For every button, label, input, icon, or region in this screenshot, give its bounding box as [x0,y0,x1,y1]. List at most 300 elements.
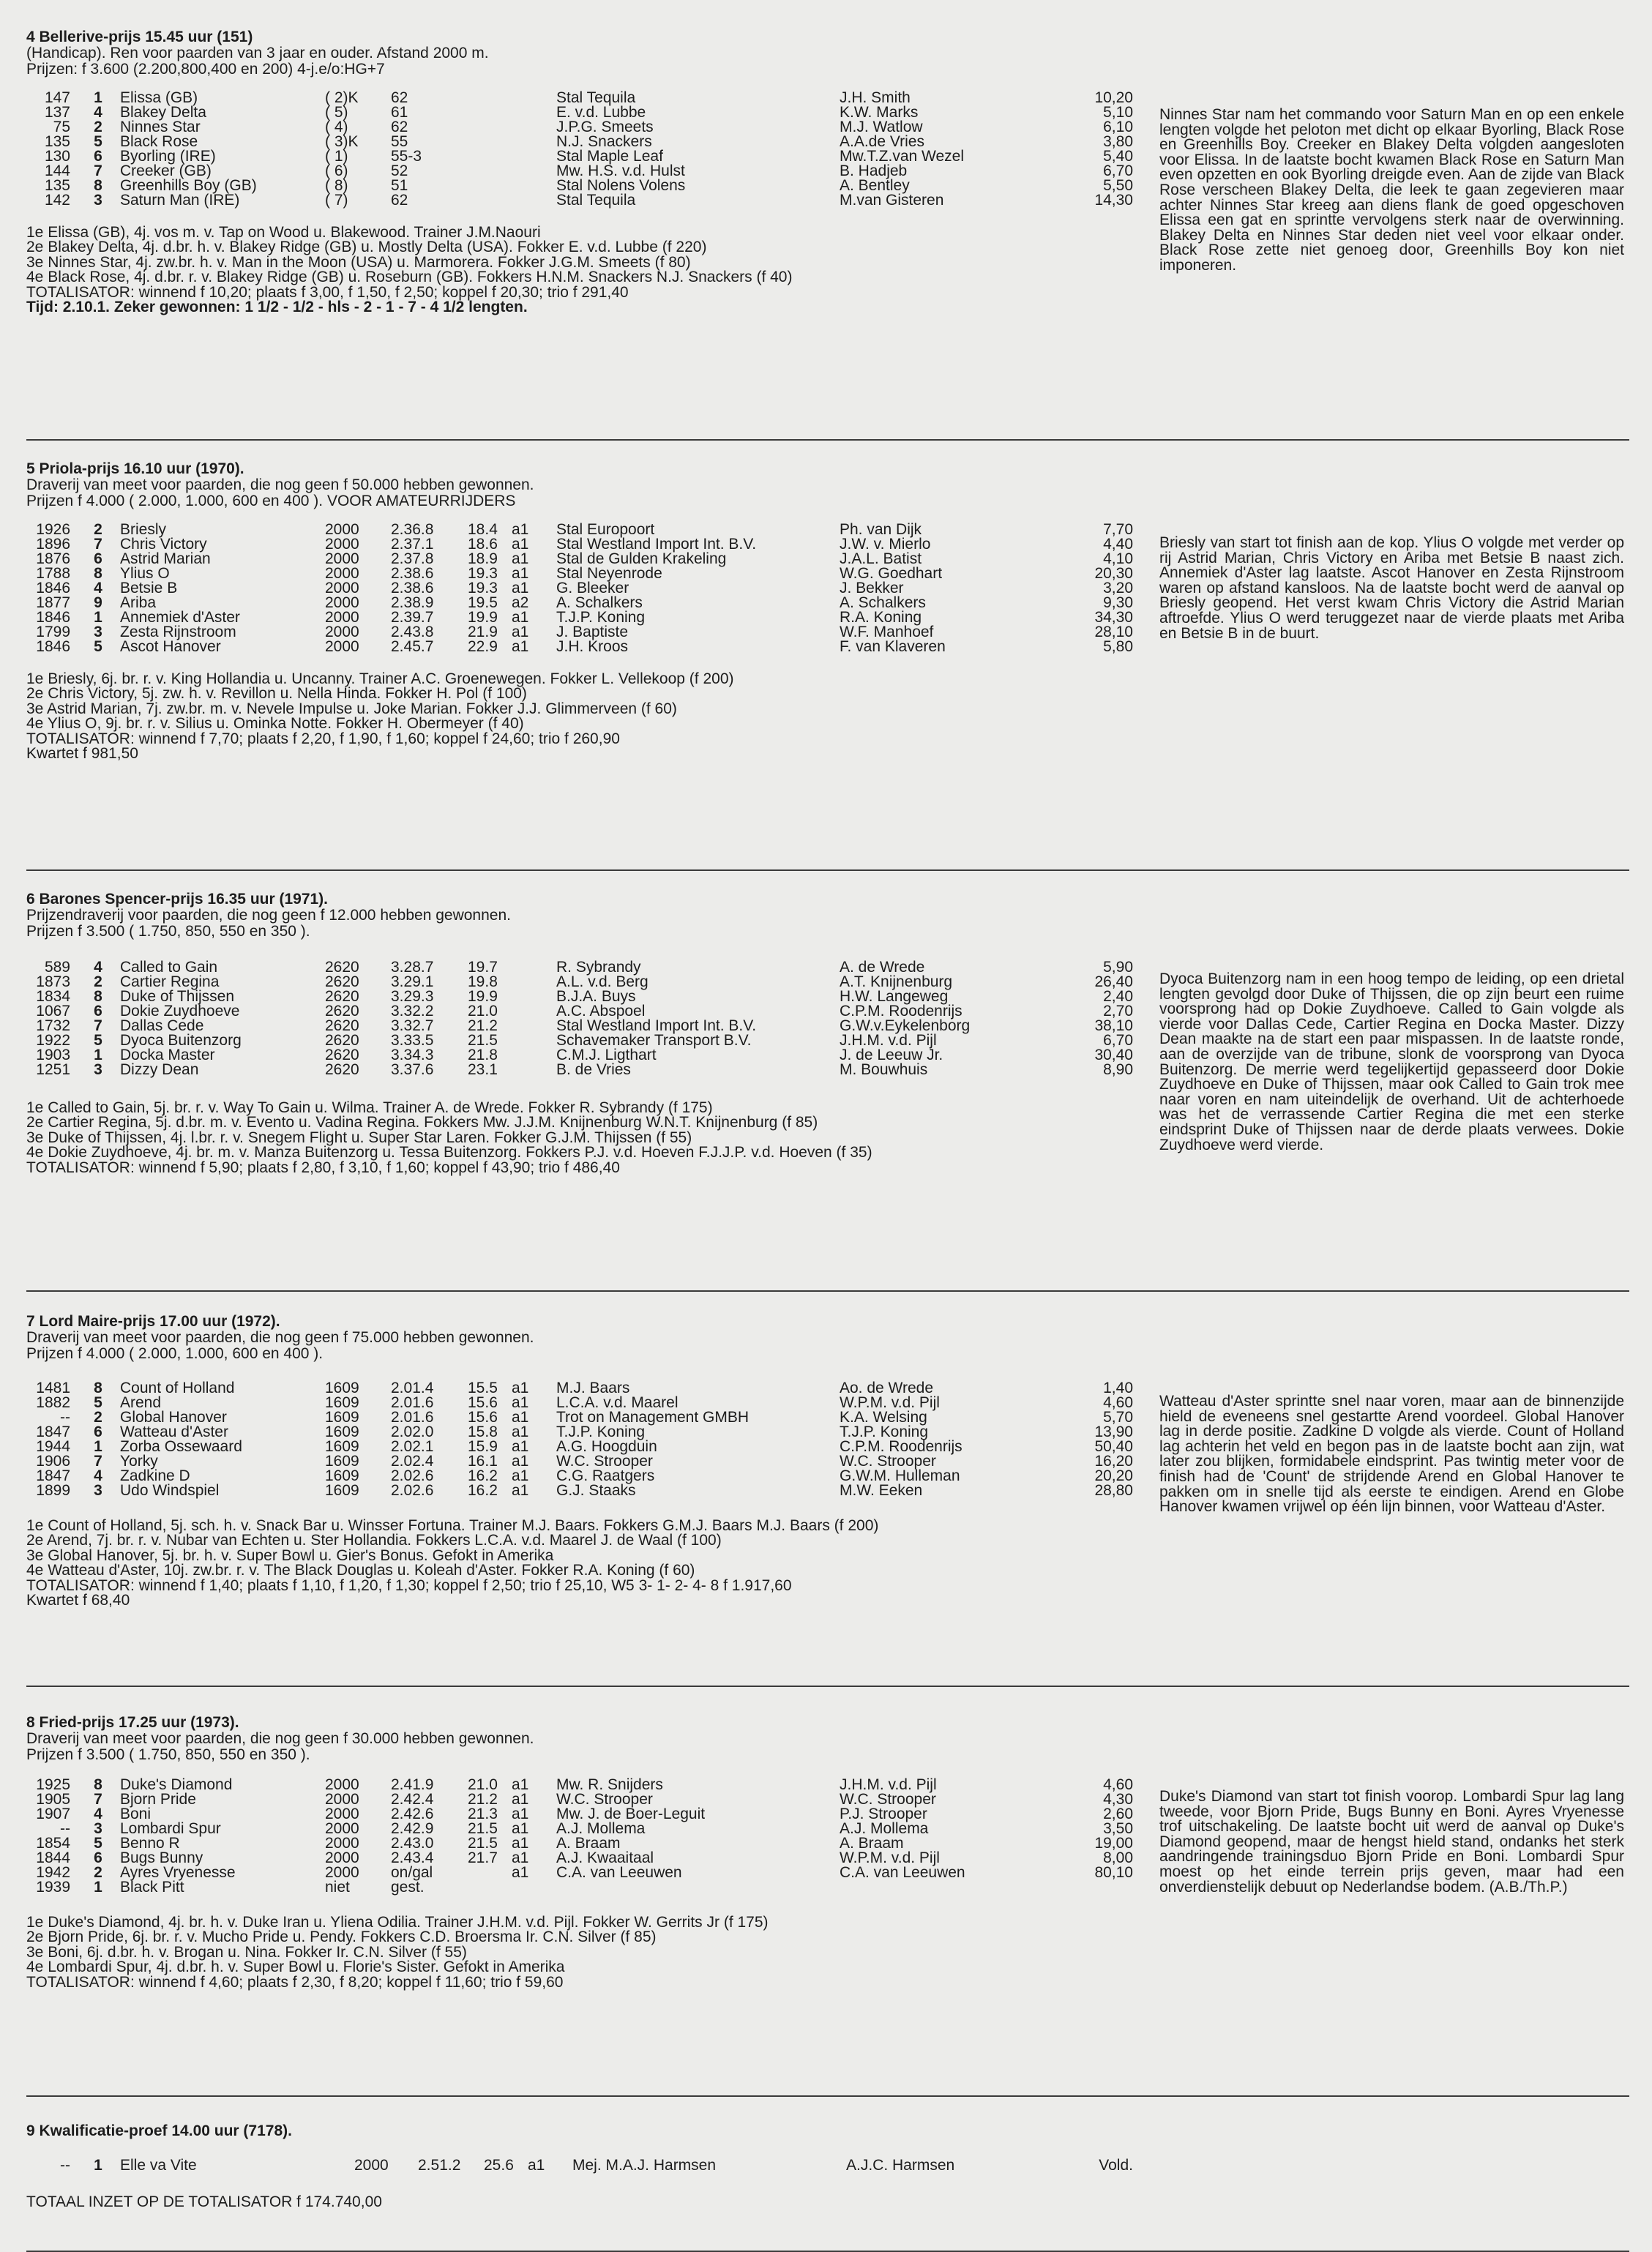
owner-or-rider: C.A. van Leeuwen [556,1864,682,1881]
race-prizes: Prijzen f 4.000 ( 2.000, 1.000, 600 en 400 ). VOOR AMATEURRIJDERS [26,493,516,509]
owner-or-rider: Stal Tequila [556,192,636,209]
handicap-or-time: gest. [391,1879,425,1896]
horse-number: 130 [44,148,70,165]
race-header [26,891,1629,940]
horse-number: 1926 [36,521,70,538]
odds: 28,80 [1094,1482,1133,1499]
race-section [26,1686,1629,2095]
start-position: 4 [94,104,102,121]
start-code: a1 [512,624,529,640]
horse-name: Bjorn Pride [120,1791,196,1808]
start-position: 1 [94,1438,102,1455]
start-position: 8 [94,1776,102,1793]
handicap-or-time: 55 [391,133,408,150]
owner-or-rider: T.J.P. Koning [556,609,646,626]
odds: 3,50 [1103,1820,1133,1837]
start-code: a1 [512,565,529,582]
race-footer [26,2195,1629,2210]
start-position: 6 [94,1424,102,1440]
odds: 34,30 [1094,609,1133,626]
footer-line: 2e Chris Victory, 5j. zw. h. v. Revillon u. Nella Hinda. Fokker H. Pol (f 100) [26,685,527,703]
weight-or-distance: 1609 [325,1380,359,1396]
race-report: Dyoca Buitenzorg nam in een hoog tempo de leiding, op een drietal lengten gevolgd door Duke of Thijssen, die op zijn beurt een ruime voorsprong had op Dokie Zuydhoeve. Called to Gain volgde als vierde voor Dallas Cede, Cartier Regina en Docka Master. Dizzy Dean maakte na de start een paar mispassen. In de laatste ronde, aan de overzijde van de tribune, slonk de voorsprong van Dyoca Buitenzorg. De merrie werd tegelijkertijd gepasseerd door Dokie Zuydhoeve en Duke of Thijssen, maar ook Called to Gain trok mee naar voren en nam uiteindelijk de overhand. Uit de achterhoede was het de verrassende Cartier Regina die met een sterke eindsprint Duke of Thijssen naar de derde plaats verwees. Dokie Zuydhoeve werd vierde. [1159,970,1624,1153]
weight-or-distance: ( 2)K [325,89,359,106]
owner-or-rider: Mw. J. de Boer-Leguit [556,1806,706,1822]
km-time: 21.5 [468,1820,498,1837]
horse-number: 144 [44,162,70,179]
km-time: 19.9 [468,988,498,1005]
horse-number: 1834 [36,988,70,1005]
start-code: a1 [512,1864,529,1881]
start-position: 7 [94,162,102,179]
start-position: 8 [94,177,102,194]
start-position: 3 [94,1061,102,1078]
horse-name: Byorling (IRE) [120,148,216,165]
trainer-or-driver: A.T. Knijnenburg [840,973,953,990]
owner-or-rider: L.C.A. v.d. Maarel [556,1394,679,1411]
table-row [26,91,1629,105]
trainer-or-driver: B. Hadjeb [840,162,908,179]
odds: 9,30 [1103,594,1133,611]
km-time: 16.2 [468,1467,498,1484]
race-title: 8 Fried-prijs 17.25 uur (1973). [26,1714,239,1731]
weight-or-distance: 2620 [325,1017,359,1034]
odds: 16,20 [1094,1453,1133,1470]
km-time: 21.5 [468,1032,498,1049]
handicap-or-time: 2.42.9 [391,1820,434,1837]
weight-or-distance: 2000 [325,1864,359,1881]
odds: 4,40 [1103,536,1133,553]
owner-or-rider: M.J. Baars [556,1380,630,1396]
odds: 2,70 [1103,1003,1133,1020]
start-position: 6 [94,550,102,567]
horse-number: 1847 [36,1467,70,1484]
weight-or-distance: 1609 [325,1394,359,1411]
start-position: 6 [94,1849,102,1866]
km-time: 22.9 [468,638,498,655]
start-position: 5 [94,1394,102,1411]
trainer-or-driver: J.H.M. v.d. Pijl [840,1032,937,1049]
odds: 1,40 [1103,1380,1133,1396]
owner-or-rider: Stal Europoort [556,521,655,538]
start-code: a1 [512,536,529,553]
horse-name: Annemiek d'Aster [120,609,240,626]
trainer-or-driver: P.J. Strooper [840,1806,927,1822]
horse-name: Betsie B [120,580,178,596]
weight-or-distance: ( 4) [325,119,348,135]
horse-number: 1876 [36,550,70,567]
horse-name: Docka Master [120,1047,215,1063]
start-position: 3 [94,192,102,209]
odds: 5,50 [1103,177,1133,194]
handicap-or-time: 2.42.6 [391,1806,434,1822]
results-page [26,29,1629,2252]
horse-number: 1922 [36,1032,70,1049]
owner-or-rider: A.J. Mollema [556,1820,646,1837]
handicap-or-time: 62 [391,119,408,135]
start-code: a1 [512,1409,529,1426]
handicap-or-time: 62 [391,89,408,106]
km-time: 19.3 [468,580,498,596]
km-time: 15.6 [468,1394,498,1411]
race-header [26,29,1629,78]
trainer-or-driver: M.J. Watlow [840,119,923,135]
handicap-or-time: 62 [391,192,408,209]
horse-number: 1903 [36,1047,70,1063]
weight-or-distance: 2000 [325,550,359,567]
trainer-or-driver: T.J.P. Koning [840,1424,929,1440]
km-time: 19.8 [468,973,498,990]
km-time: 21.2 [468,1791,498,1808]
horse-name: Duke of Thijssen [120,988,235,1005]
trainer-or-driver: K.W. Marks [840,104,919,121]
start-position: 7 [94,536,102,553]
start-position: 2 [94,973,102,990]
horse-name: Cartier Regina [120,973,220,990]
start-position: 6 [94,148,102,165]
weight-or-distance: 1609 [325,1438,359,1455]
handicap-or-time: 2.02.4 [391,1453,434,1470]
totalisator-total: TOTAAL INZET OP DE TOTALISATOR f 174.740,00 [26,2193,382,2210]
race-header [26,2123,1629,2139]
start-position: 3 [94,1482,102,1499]
trainer-or-driver: A.J.C. Harmsen [846,2157,955,2174]
start-code: a1 [512,1791,529,1808]
weight-or-distance: 2620 [325,1003,359,1020]
handicap-or-time: 51 [391,177,408,194]
odds: 28,10 [1094,624,1133,640]
footer-line: 2e Arend, 7j. br. r. v. Nubar van Echten u. Ster Hollandia. Fokkers L.C.A. v.d. Maarel J. de Waal (f 100) [26,1532,722,1549]
footer-line: 3e Ninnes Star, 4j. zw.br. h. v. Man in the Moon (USA) u. Marmorera. Fokker J.G.M. Smeets (f 80) [26,253,691,271]
race-footer [26,672,1629,761]
trainer-or-driver: A. de Wrede [840,959,925,976]
km-time: 18.9 [468,550,498,567]
odds: 50,40 [1094,1438,1133,1455]
weight-or-distance: 2000 [325,1835,359,1852]
km-time: 15.8 [468,1424,498,1440]
footer-line: 2e Blakey Delta, 4j. d.br. h. v. Blakey Ridge (GB) u. Mostly Delta (USA). Fokker E. v.d. Lubbe (f 220) [26,239,707,256]
km-time: 21.0 [468,1003,498,1020]
footer-line: 1e Count of Holland, 5j. sch. h. v. Snack Bar u. Winsser Fortuna. Trainer M.J. Baars. Fokkers G.M.J. Baars M.J. Baars (f 200) [26,1517,879,1534]
start-position: 4 [94,1467,102,1484]
start-position: 8 [94,1380,102,1396]
start-position: 5 [94,1835,102,1852]
odds: 2,60 [1103,1806,1133,1822]
odds: 4,30 [1103,1791,1133,1808]
weight-or-distance: 1609 [325,1424,359,1440]
horse-number: 1846 [36,609,70,626]
trainer-or-driver: H.W. Langeweg [840,988,949,1005]
footer-line: TOTALISATOR: winnend f 7,70; plaats f 2,20, f 1,90, f 1,60; koppel f 24,60; trio f 260,90 [26,730,620,747]
weight-or-distance: 2620 [325,973,359,990]
start-position: 2 [94,119,102,135]
km-time: 21.0 [468,1776,498,1793]
handicap-or-time: 2.41.9 [391,1776,434,1793]
start-position: 1 [94,1047,102,1063]
odds: 14,30 [1094,192,1133,209]
start-code: a1 [512,1776,529,1793]
km-time: 23.1 [468,1061,498,1078]
horse-number: 135 [44,177,70,194]
handicap-or-time: 2.43.4 [391,1849,434,1866]
race-section [26,439,1629,869]
race-header [26,1314,1629,1362]
horse-name: Arend [120,1394,162,1411]
start-code: a1 [512,1424,529,1440]
race-prizes: Prijzen: f 3.600 (2.200,800,400 en 200) 4-j.e/o:HG+7 [26,61,385,78]
horse-number: -- [60,2157,70,2174]
km-time: 25.6 [484,2157,514,2174]
footer-line: 3e Duke of Thijssen, 4j. l.br. r. v. Snegem Flight u. Super Star Laren. Fokker G.J.M. Thijssen (f 55) [26,1129,692,1146]
handicap-or-time: 3.37.6 [391,1061,434,1078]
weight-or-distance: ( 3)K [325,133,359,150]
footer-line: 4e Lombardi Spur, 4j. d.br. h. v. Super Bowl u. Florie's Sister. Gefokt in Amerika [26,1959,565,1976]
weight-or-distance: 2000 [325,1776,359,1793]
trainer-or-driver: A.J. Mollema [840,1820,929,1837]
race-report: Duke's Diamond van start tot finish voorop. Lombardi Spur lag lang tweede, voor Bjorn Pride, Bugs Bunny en Boni. Ayres Vryenesse trof uitschakeling. De laatste bocht uit werd de aanval op Duke's Diamond geopend, maar de hengst hield stand, ondanks het sterk aandringende trainingsduo Bjorn Pride en Boni. Lombardi Spur moest op het einde terrein prijs geven, maar had een onverdienstelijk debuut op Nederlandse bodem. (A.B./Th.P.) [1159,1788,1624,1896]
weight-or-distance: 2620 [325,959,359,976]
trainer-or-driver: A. Schalkers [840,594,926,611]
footer-line: 3e Global Hanover, 5j. br. h. v. Super Bowl u. Gier's Bonus. Gefokt in Amerika [26,1546,554,1564]
footer-line: TOTALISATOR: winnend f 1,40; plaats f 1,10, f 1,20, f 1,30; koppel f 2,50; trio f 25,10, W5 3- 1- 2- 4- 8 f 1.917,60 [26,1576,792,1594]
start-code: a1 [512,1835,529,1852]
weight-or-distance: 2000 [325,521,359,538]
horse-name: Dizzy Dean [120,1061,199,1078]
km-time: 21.8 [468,1047,498,1063]
trainer-or-driver: Mw.T.Z.van Wezel [840,148,964,165]
footer-line: Kwartet f 68,40 [26,1592,130,1609]
horse-number: 1732 [36,1017,70,1034]
weight-or-distance: 2620 [325,1047,359,1063]
horse-number: 1844 [36,1849,70,1866]
footer-line: TOTALISATOR: winnend f 10,20; plaats f 3,00, f 1,50, f 2,50; koppel f 20,30; trio f 291,40 [26,283,629,301]
trainer-or-driver: R.A. Koning [840,609,922,626]
owner-or-rider: J.H. Kroos [556,638,629,655]
km-time: 19.3 [468,565,498,582]
odds: 20,30 [1094,565,1133,582]
footer-line: 1e Called to Gain, 5j. br. r. v. Way To Gain u. Wilma. Trainer A. de Wrede. Fokker R. Sybrandy (f 175) [26,1099,713,1116]
start-position: 1 [94,1879,102,1896]
horse-name: Boni [120,1806,152,1822]
weight-or-distance: 2620 [325,1061,359,1078]
horse-name: Astrid Marian [120,550,211,567]
trainer-or-driver: G.W.M. Hulleman [840,1467,960,1484]
weight-or-distance: 1609 [325,1467,359,1484]
horse-name: Zesta Rijnstroom [120,624,236,640]
odds: 20,20 [1094,1467,1133,1484]
owner-or-rider: Stal Nolens Volens [556,177,686,194]
owner-or-rider: W.C. Strooper [556,1791,653,1808]
horse-name: Benno R [120,1835,180,1852]
race-conditions: (Handicap). Ren voor paarden van 3 jaar en ouder. Afstand 2000 m. [26,45,489,61]
footer-line: 2e Bjorn Pride, 6j. br. r. v. Mucho Pride u. Pendy. Fokkers C.D. Broersma Ir. C.N. Silver (f 85) [26,1929,657,1946]
start-position: 6 [94,1003,102,1020]
horse-name: Chris Victory [120,536,207,553]
start-position: 2 [94,1409,102,1426]
race-conditions: Prijzendraverij voor paarden, die nog geen f 12.000 hebben gewonnen. [26,907,511,924]
handicap-or-time: 2.01.6 [391,1409,434,1426]
race-footer [26,1519,1629,1608]
weight-or-distance: 1609 [325,1453,359,1470]
handicap-or-time: 2.01.4 [391,1380,434,1396]
owner-or-rider: G. Bleeker [556,580,629,596]
start-position: 4 [94,959,102,976]
owner-or-rider: G.J. Staaks [556,1482,636,1499]
horse-name: Ayres Vryenesse [120,1864,236,1881]
trainer-or-driver: J. de Leeuw Jr. [840,1047,943,1063]
start-code: a1 [512,638,529,655]
owner-or-rider: B.J.A. Buys [556,988,636,1005]
horse-name: Elissa (GB) [120,89,198,106]
horse-name: Zorba Ossewaard [120,1438,242,1455]
race-title: 7 Lord Maire-prijs 17.00 uur (1972). [26,1313,280,1330]
start-position: 7 [94,1017,102,1034]
handicap-or-time: 2.38.9 [391,594,434,611]
horse-number: 137 [44,104,70,121]
trainer-or-driver: J.H. Smith [840,89,911,106]
horse-number: 1942 [36,1864,70,1881]
horse-name: Zadkine D [120,1467,190,1484]
trainer-or-driver: K.A. Welsing [840,1409,927,1426]
odds: 4,60 [1103,1394,1133,1411]
horse-name: Dokie Zuydhoeve [120,1003,240,1020]
handicap-or-time: on/gal [391,1864,433,1881]
footer-line: 4e Black Rose, 4j. d.br. r. v. Blakey Ridge (GB) u. Roseburn (GB). Fokkers H.N.M. Snackers N.J. Snackers (f 40) [26,269,793,286]
owner-or-rider: A. Schalkers [556,594,643,611]
horse-name: Ylius O [120,565,170,582]
weight-or-distance: ( 1) [325,148,348,165]
start-position: 1 [94,89,102,106]
table-row [26,2158,1629,2173]
footer-line: 3e Astrid Marian, 7j. zw.br. m. v. Nevele Impulse u. Joke Marian. Fokker J.J. Glimmerveen (f 60) [26,700,677,717]
start-position: 2 [94,521,102,538]
horse-number: 1873 [36,973,70,990]
owner-or-rider: Stal Maple Leaf [556,148,663,165]
start-position: 8 [94,988,102,1005]
footer-line: 1e Elissa (GB), 4j. vos m. v. Tap on Wood u. Blakewood. Trainer J.M.Naouri [26,224,541,241]
start-code: a1 [512,1820,529,1837]
race-prizes: Prijzen f 3.500 ( 1.750, 850, 550 en 350 ). [26,923,310,940]
owner-or-rider: A.J. Kwaaitaal [556,1849,654,1866]
horse-number: -- [60,1409,70,1426]
race-header [26,1715,1629,1763]
footer-line: Kwartet f 981,50 [26,745,138,763]
horse-name: Creeker (GB) [120,162,212,179]
trainer-or-driver: W.G. Goedhart [840,565,943,582]
owner-or-rider: Stal Neyenrode [556,565,662,582]
race-conditions: Draverij van meet voor paarden, die nog geen f 75.000 hebben gewonnen. [26,1329,534,1346]
handicap-or-time: 3.34.3 [391,1047,434,1063]
horse-number: 1905 [36,1791,70,1808]
handicap-or-time: 3.32.7 [391,1017,434,1034]
footer-line: 4e Ylius O, 9j. br. r. v. Silius u. Ominka Notte. Fokker H. Obermeyer (f 40) [26,715,524,733]
km-time: 18.6 [468,536,498,553]
start-position: 5 [94,1032,102,1049]
start-code: a1 [528,2157,545,2174]
odds: 2,40 [1103,988,1133,1005]
handicap-or-time: 2.02.0 [391,1424,434,1440]
horse-number: 1251 [36,1061,70,1078]
odds: 26,40 [1094,973,1133,990]
start-code: a2 [512,594,529,611]
race-conditions: Draverij van meet voor paarden, die nog geen f 30.000 hebben gewonnen. [26,1730,534,1747]
odds: 6,70 [1103,162,1133,179]
odds: 3,20 [1103,580,1133,596]
horse-name: Ninnes Star [120,119,201,135]
odds: 5,80 [1103,638,1133,655]
race-section [26,29,1629,439]
weight-or-distance: ( 8) [325,177,348,194]
owner-or-rider: T.J.P. Koning [556,1424,646,1440]
horse-number: 75 [53,119,70,135]
trainer-or-driver: W.P.M. v.d. Pijl [840,1849,940,1866]
footer-line: 2e Cartier Regina, 5j. d.br. m. v. Evento u. Vadina Regina. Fokkers Mw. J.J.M. Knijnenburg W.N.T. Knijnenburg (f 85) [26,1114,818,1131]
trainer-or-driver: W.P.M. v.d. Pijl [840,1394,940,1411]
horse-number: 1896 [36,536,70,553]
weight-or-distance: 2000 [325,580,359,596]
km-time: 16.2 [468,1482,498,1499]
odds: 5,10 [1103,104,1133,121]
horse-number: 1846 [36,638,70,655]
trainer-or-driver: Ph. van Dijk [840,521,922,538]
footer-line: 4e Dokie Zuydhoeve, 4j. br. m. v. Manza Buitenzorg u. Tessa Buitenzorg. Fokkers P.J. v.d. Hoeven F.J.J.P. v.d. Hoeven (f 35) [26,1144,872,1161]
weight-or-distance: 2000 [325,1806,359,1822]
weight-or-distance: 2000 [325,565,359,582]
weight-or-distance: 2000 [325,609,359,626]
handicap-or-time: 2.38.6 [391,580,434,596]
start-position: 9 [94,594,102,611]
km-time: 19.5 [468,594,498,611]
trainer-or-driver: J.A.L. Batist [840,550,922,567]
start-position: 2 [94,1864,102,1881]
footer-line: TOTALISATOR: winnend f 4,60; plaats f 2,30, f 8,20; koppel f 11,60; trio f 59,60 [26,1973,564,1991]
odds: 80,10 [1094,1864,1133,1881]
horse-number: 1854 [36,1835,70,1852]
trainer-or-driver: M.van Gisteren [840,192,944,209]
trainer-or-driver: J.H.M. v.d. Pijl [840,1776,937,1793]
odds: 38,10 [1094,1017,1133,1034]
trainer-or-driver: W.C. Strooper [840,1791,936,1808]
handicap-or-time: 2.01.6 [391,1394,434,1411]
km-time: 19.9 [468,609,498,626]
start-position: 8 [94,565,102,582]
km-time: 21.7 [468,1849,498,1866]
horse-number: 1944 [36,1438,70,1455]
start-position: 1 [94,609,102,626]
owner-or-rider: R. Sybrandy [556,959,641,976]
handicap-or-time: 3.32.2 [391,1003,434,1020]
horse-name: Duke's Diamond [120,1776,233,1793]
km-time: 16.1 [468,1453,498,1470]
trainer-or-driver: F. van Klaveren [840,638,946,655]
horse-name: Dallas Cede [120,1017,204,1034]
owner-or-rider: Stal Westland Import Int. B.V. [556,536,757,553]
weight-or-distance: 2000 [325,624,359,640]
horse-name: Global Hanover [120,1409,227,1426]
start-position: 5 [94,638,102,655]
horse-name: Ascot Hanover [120,638,221,655]
trainer-or-driver: C.P.M. Roodenrijs [840,1003,963,1020]
km-time: 21.2 [468,1017,498,1034]
handicap-or-time: 2.02.6 [391,1467,434,1484]
start-position: 3 [94,624,102,640]
odds: 8,00 [1103,1849,1133,1866]
horse-number: 142 [44,192,70,209]
handicap-or-time: 2.37.8 [391,550,434,567]
owner-or-rider: C.G. Raatgers [556,1467,655,1484]
horse-name: Lombardi Spur [120,1820,221,1837]
horse-number: 1799 [36,624,70,640]
